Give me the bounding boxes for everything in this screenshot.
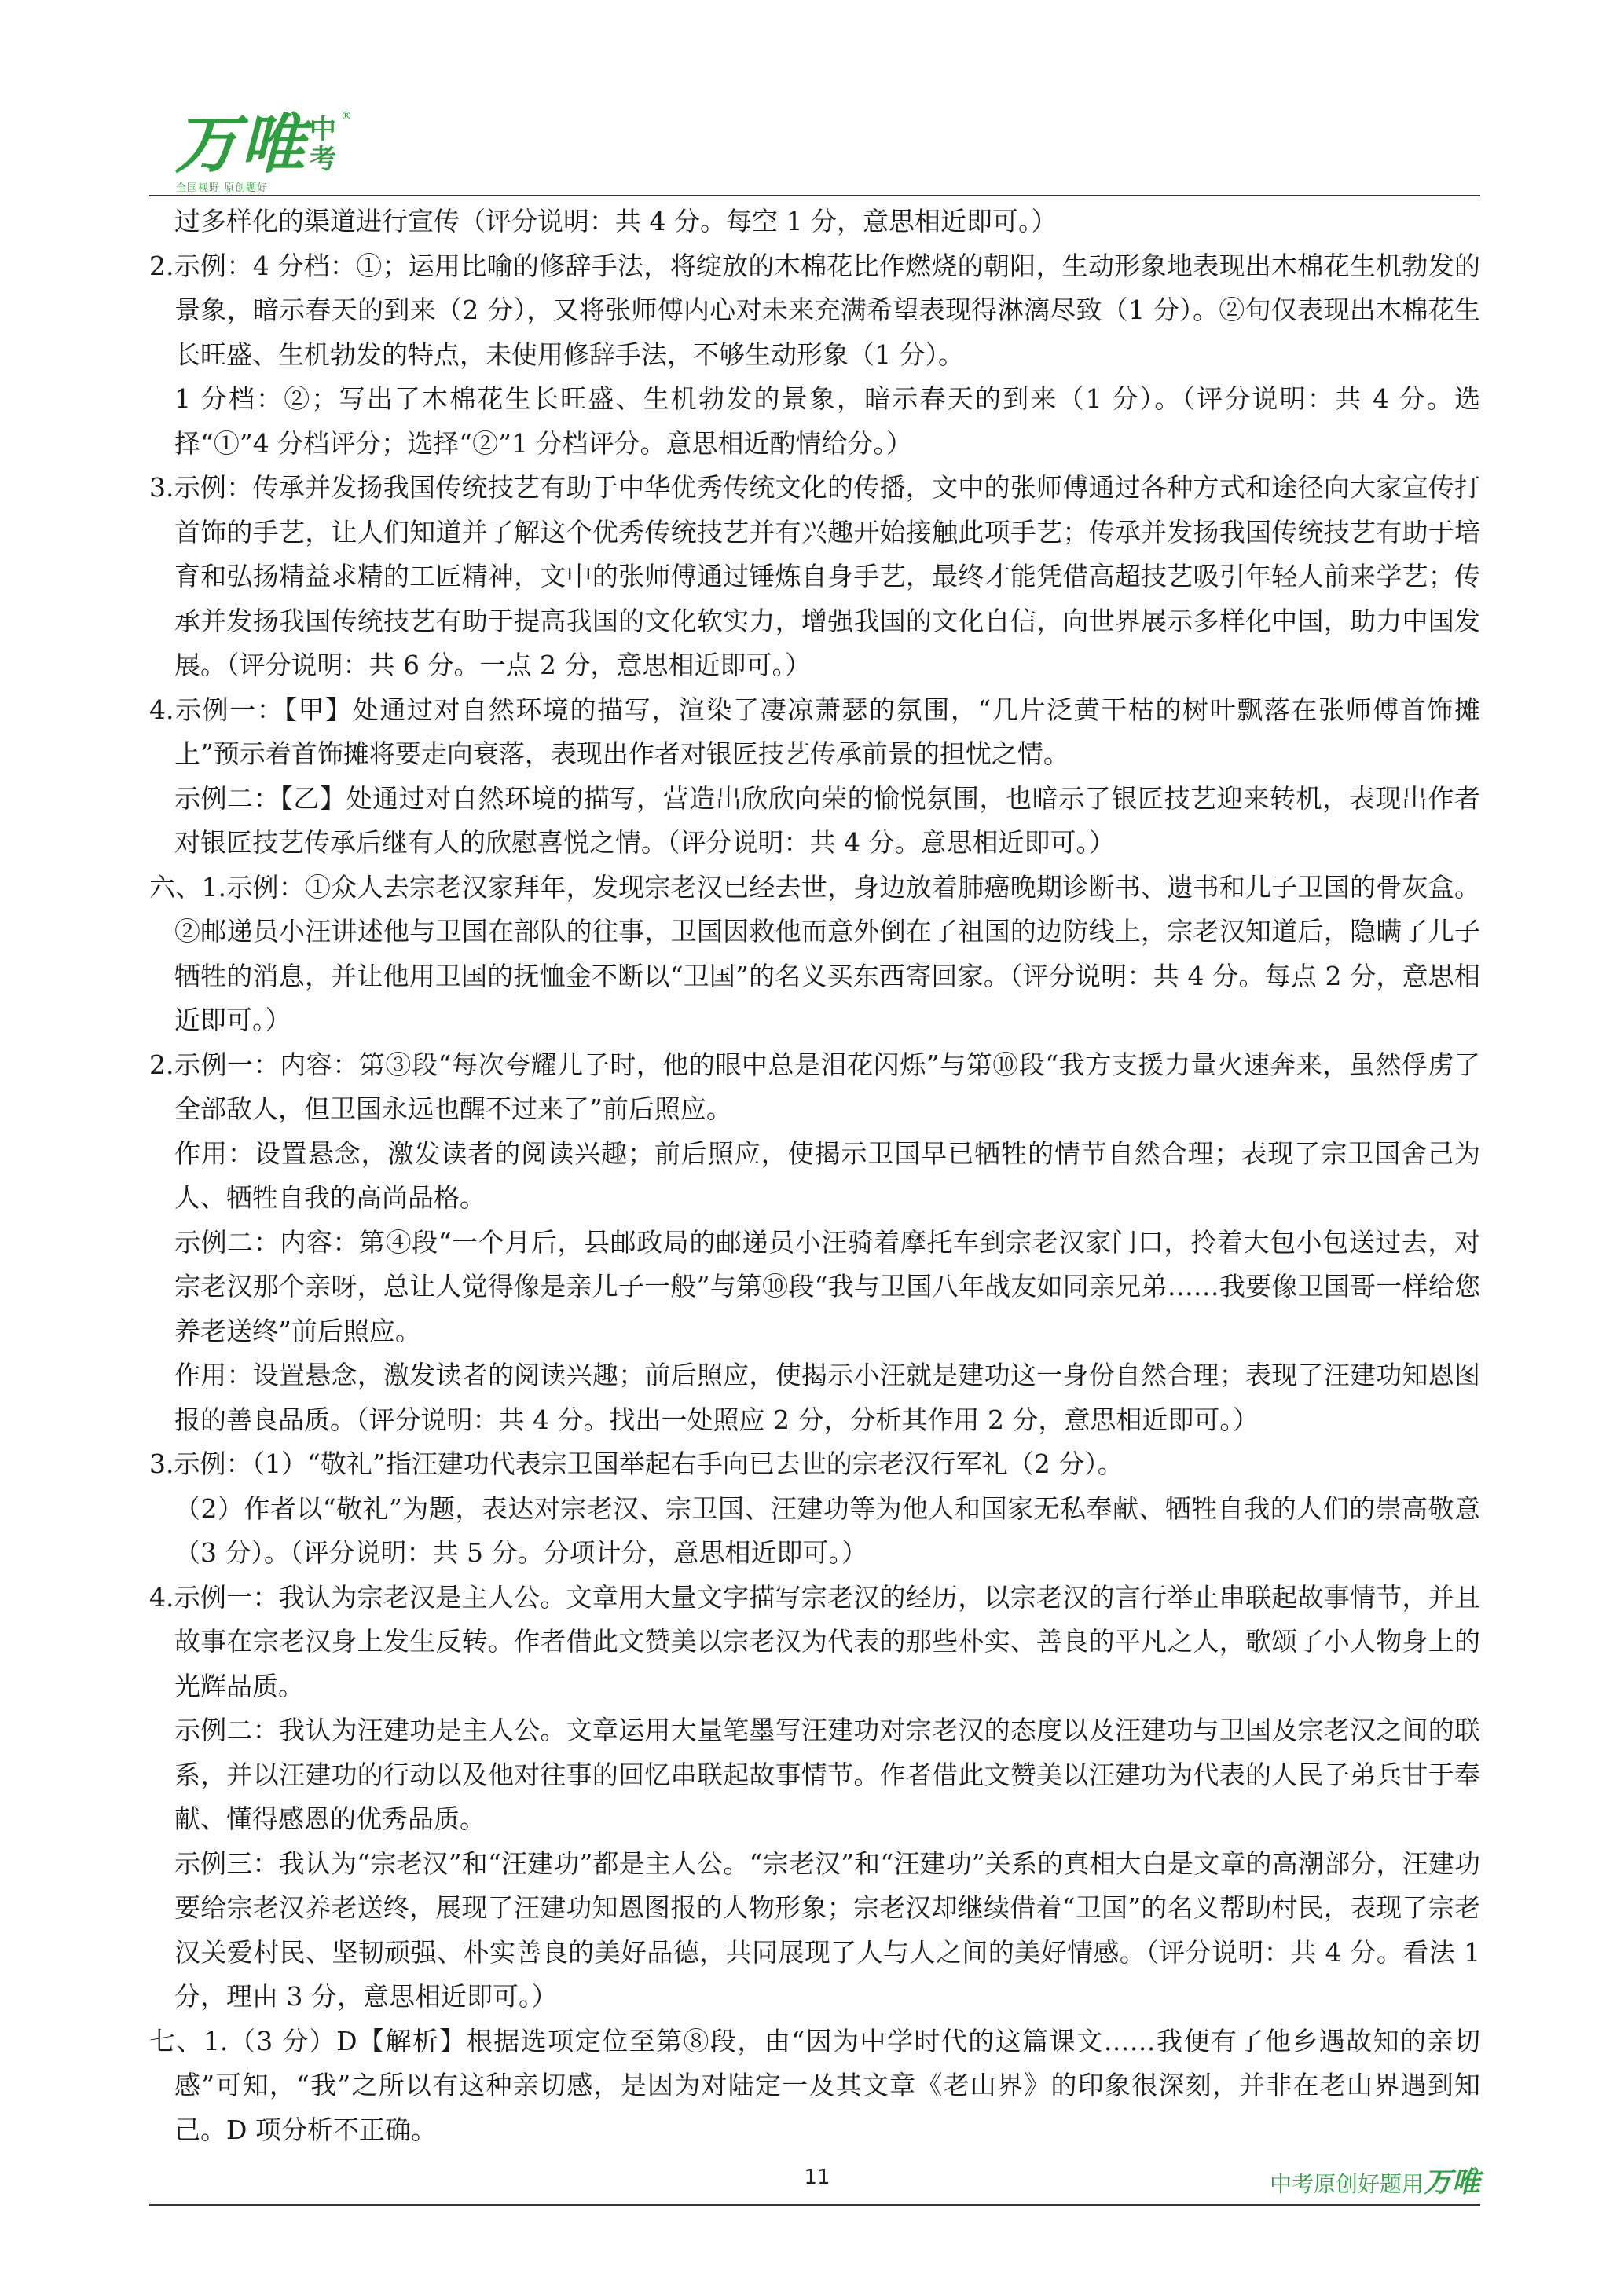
- logo-sub-text: 中考: [310, 114, 336, 175]
- paragraph: 示例三：我认为“宗老汉”和“汪建功”都是主人公。“宗老汉”和“汪建功”关系的真相大白是文章的高潮部分，汪建功要给宗老汉养老送终，展现了汪建功知恩图报的人物形象；宗老汉却继续借着“卫国”的名义帮助村民，表现了宗老汉关爱村民、坚韧顽强、朴实善良的美好品德，共同展现了人与人之间的美好情感。（评分说明：共 4 分。看法 1 分，理由 3 分，意思相近即可。）: [174, 1847, 1480, 2012]
- paragraph: 作用：设置悬念，激发读者的阅读兴趣；前后照应，使揭示小汪就是建功这一身份自然合理；表现了汪建功知恩图报的善良品质。（评分说明：共 4 分。找出一处照应 2 分，分析其作用 2 分，意思相近即可。）: [174, 1360, 1480, 1435]
- footer-brand-logo: 万唯: [1423, 2166, 1480, 2199]
- paragraph: 2.示例：4 分档：①；运用比喻的修辞手法，将绽放的木棉花比作燃烧的朝阳，生动形象地表现出木棉花生机勃发的景象，暗示春天的到来（2 分），又将张师傅内心对未来充满希望表现得淋漓尽致（1 分）。②句仅表现出木棉花生长旺盛、生机勃发的特点，未使用修辞手法，不够生动形象（1 分）。: [149, 250, 1480, 370]
- paragraph: 作用：设置悬念，激发读者的阅读兴趣；前后照应，使揭示卫国早已牺牲的情节自然合理；表现了宗卫国舍己为人、牺牲自我的高尚品格。: [174, 1137, 1480, 1213]
- paragraph: 1 分档：②；写出了木棉花生长旺盛、生机勃发的景象，暗示春天的到来（1 分）。（评分说明：共 4 分。选择“①”4 分档评分；选择“②”1 分档评分。意思相近酌情给分。）: [174, 383, 1480, 459]
- paragraph: 4.示例一：我认为宗老汉是主人公。文章用大量文字描写宗老汉的经历，以宗老汉的言行举止串联起故事情节，并且故事在宗老汉身上发生反转。作者借此文赞美以宗老汉为代表的那些朴实、善良的平凡之人，歌颂了小人物身上的光辉品质。: [149, 1581, 1480, 1701]
- paragraph: 过多样化的渠道进行宣传（评分说明：共 4 分。每空 1 分，意思相近即可。）: [174, 206, 1058, 236]
- footer-brand: [1257, 2160, 1480, 2200]
- paragraph: （2）作者以“敬礼”为题，表达对宗老汉、宗卫国、汪建功等为他人和国家无私奉献、牺牲自我的人们的崇高敬意（3 分）。（评分说明：共 5 分。分项计分，意思相近即可。）: [174, 1492, 1480, 1568]
- paragraph: 4.示例一：【甲】处通过对自然环境的描写，渲染了凄凉萧瑟的氛围，“几片泛黄干枯的树叶飘落在张师傅首饰摊上”预示着首饰摊将要走向衰落，表现出作者对银匠技艺传承前景的担忧之情。: [149, 694, 1480, 769]
- logo-tagline: 全国视野 原创题好: [176, 182, 269, 194]
- paragraph: 2.示例一：内容：第③段“每次夸耀儿子时，他的眼中总是泪花闪烁”与第⑩段“我方支援力量火速奔来，虽然俘虏了全部敌人，但卫国永远也醒不过来了”前后照应。: [149, 1049, 1480, 1124]
- paragraph: 六、1.示例：①众人去宗老汉家拜年，发现宗老汉已经去世，身边放着肺癌晚期诊断书、遗书和儿子卫国的骨灰盒。②邮递员小汪讲述他与卫国在部队的往事，卫国因救他而意外倒在了祖国的边防线上，宗老汉知道后，隐瞒了儿子牺牲的消息，并让他用卫国的抚恤金不断以“卫国”的名义买东西寄回家。（评分说明：共 4 分。每点 2 分，意思相近即可。）: [149, 871, 1480, 1035]
- paragraph: 七、1.（3 分）D【解析】根据选项定位至第⑧段，由“因为中学时代的这篇课文……我便有了他乡遇故知的亲切感”可知，“我”之所以有这种亲切感，是因为对陆定一及其文章《老山界》的印象很深刻，并非在老山界遇到知己。D 项分析不正确。: [149, 2025, 1480, 2145]
- paragraph: 示例二：【乙】处通过对自然环境的描写，营造出欣欣向荣的愉悦氛围，也暗示了银匠技艺迎来转机，表现出作者对银匠技艺传承后继有人的欣慰喜悦之情。（评分说明：共 4 分。意思相近即可。）: [174, 782, 1480, 858]
- logo-main-text: 万唯: [174, 108, 306, 182]
- brand-logo: [174, 110, 355, 196]
- answer-content: [149, 200, 1480, 2152]
- header-divider: [149, 195, 1480, 196]
- paragraph: 3.示例：传承并发扬我国传统技艺有助于中华优秀传统文化的传播，文中的张师傅通过各种方式和途径向大家宣传打首饰的手艺，让人们知道并了解这个优秀传统技艺并有兴趣开始接触此项手艺；传承并发扬我国传统技艺有助于培育和弘扬精益求精的工匠精神，文中的张师傅通过锤炼自身手艺，最终才能凭借高超技艺吸引年轻人前来学艺；传承并发扬我国传统技艺有助于提高我国的文化软实力，增强我国的文化自信，向世界展示多样化中国，助力中国发展。（评分说明：共 6 分。一点 2 分，意思相近即可。）: [149, 472, 1480, 680]
- paragraph: 示例二：我认为汪建功是主人公。文章运用大量笔墨写汪建功对宗老汉的态度以及汪建功与卫国及宗老汉之间的联系，并以汪建功的行动以及他对往事的回忆串联起故事情节。作者借此文赞美以汪建功为代表的人民子弟兵甘于奉献、懂得感恩的优秀品质。: [174, 1715, 1480, 1834]
- paragraph: 3.示例：（1）“敬礼”指汪建功代表宗卫国举起右手向已去世的宗老汉行军礼（2 分）。: [149, 1448, 1124, 1479]
- footer-brand-text: 中考原创好题用: [1269, 2171, 1424, 2197]
- paragraph: 示例二：内容：第④段“一个月后，县邮政局的邮递员小汪骑着摩托车到宗老汉家门口，拎着大包小包送过去，对宗老汉那个亲呀，总让人觉得像是亲儿子一般”与第⑩段“我与卫国八年战友如同亲兄弟……我要像卫国哥一样给您养老送终”前后照应。: [174, 1226, 1480, 1346]
- registered-mark: ®: [341, 110, 352, 123]
- footer-divider: [149, 2204, 1480, 2206]
- page-number: 11: [804, 2166, 830, 2189]
